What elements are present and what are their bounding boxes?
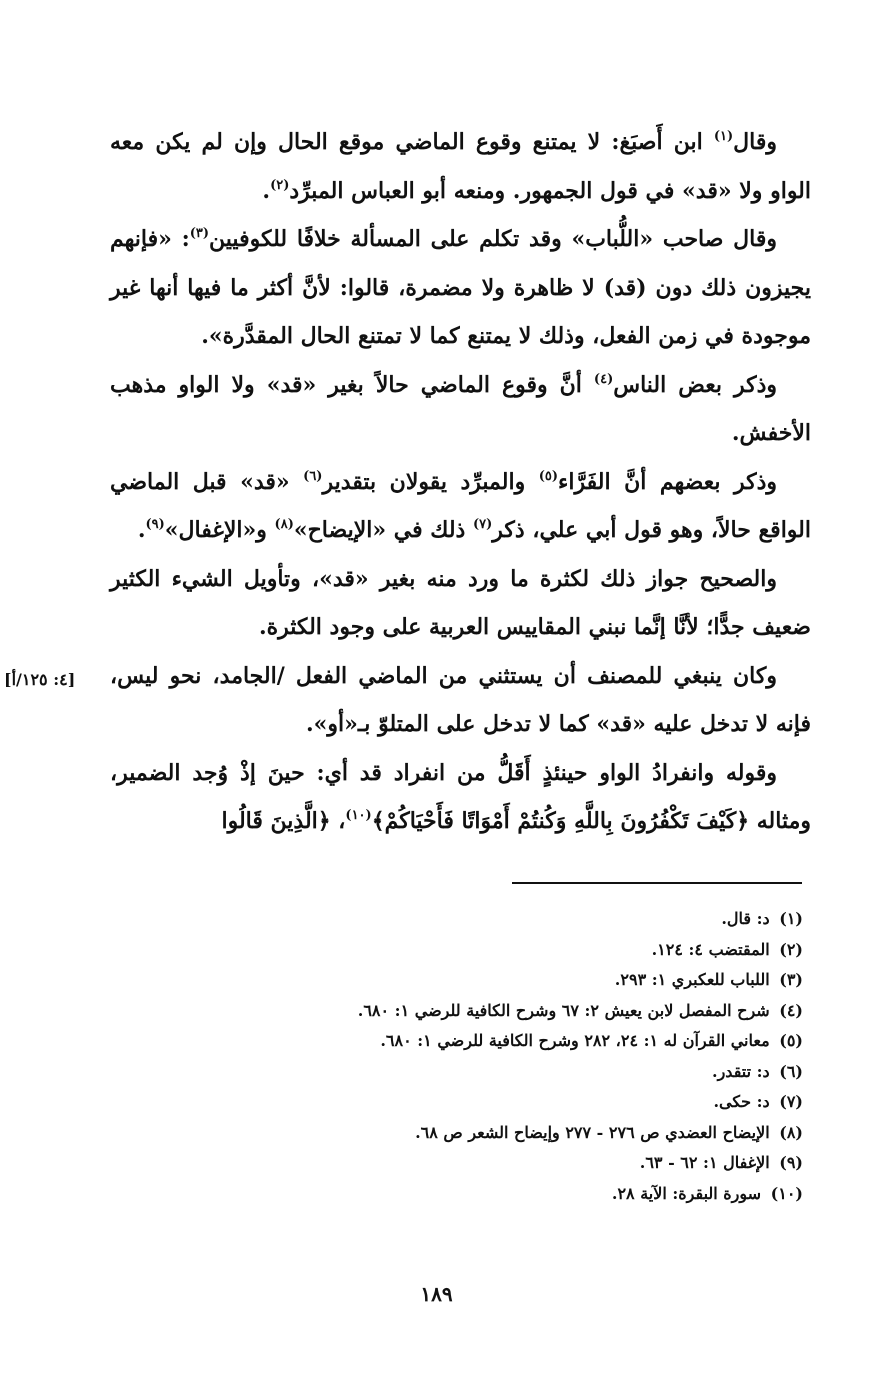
paragraph: [110, 749, 811, 846]
footnote-number: (٥): [779, 1031, 803, 1050]
paragraph: [110, 215, 811, 361]
footnote-reference: (١): [713, 129, 734, 144]
footnote-text: الإغفال ١: ٦٢ - ٦٣.: [639, 1153, 770, 1172]
paragraph-text: : «فإنهم يجيزون ذلك دون (قد) لا ظاهرة ولا مضمرة، قالوا: لأنَّ أكثر ما فيها أنها غير موجودة في زمن الفعل، وذلك لا يمتنع كما لا تمتنع الحال المقدَّرة».: [110, 226, 811, 349]
footnote-item: [243, 1179, 803, 1210]
footnote-item: [243, 1026, 803, 1057]
footnote-number: (١٠): [770, 1183, 803, 1203]
paragraph-text: والمبرِّد يقولان بتقدير: [322, 468, 539, 495]
footnote-item: [243, 904, 803, 935]
paragraph-text: ابن أَصبَغ: لا يمتنع وقوع الماضي موقع الحال وإن لم يكن معه الواو ولا «قد» في قول الجمهور. ومنعه أبو العباس المبرِّد: [110, 129, 811, 204]
paragraph-text: ، ﴿الَّذِينَ قَالُوا: [221, 808, 346, 834]
paragraph: [110, 118, 811, 215]
paragraph-text: وقال صاحب «اللُّباب» وقد تكلم على المسألة خلافًا للكوفيين: [209, 226, 778, 252]
paragraph-text: وكان ينبغي للمصنف أن يستثني من الماضي الفعل /الجامد، نحو ليس، فإنه لا تدخل عليه «قد» كما لا تدخل على المتلوّ بـ«أو».: [110, 662, 811, 737]
footnote-number: (٧): [779, 1092, 803, 1111]
page-number: ١٨٩: [420, 1282, 453, 1306]
paragraph-text: أنَّ وقوع الماضي حالاً بغير «قد» ولا الواو مذهب الأخفش.: [110, 371, 811, 446]
footnote-number: (٢): [779, 939, 803, 959]
footnote-reference: (٨): [274, 517, 294, 532]
footnotes-list: [243, 904, 803, 1209]
footnote-text: المقتضب ٤: ١٢٤.: [651, 939, 770, 959]
footnote-text: د: تتقدر.: [712, 1061, 770, 1081]
footnote-reference: (٤): [593, 371, 614, 387]
footnote-item: [243, 935, 803, 966]
paragraph-text: ذلك في «الإيضاح»: [293, 517, 473, 543]
footnote-reference: (٦): [303, 468, 323, 484]
paragraph-text: وذكر بعض الناس: [613, 371, 777, 398]
paragraph: [110, 652, 811, 749]
footnote-number: (٣): [779, 970, 803, 989]
footnote-text: اللباب للعكبري ١: ٢٩٣.: [614, 970, 770, 989]
footnote-number: (٨): [779, 1122, 803, 1142]
paragraph: [110, 458, 811, 555]
footnote-reference: (٧): [472, 517, 493, 532]
footnote-text: شرح المفصل لابن يعيش ٢: ٦٧ وشرح الكافية للرضي ١: ٦٨٠.: [357, 1000, 770, 1020]
footnote-text: د: قال.: [721, 909, 770, 928]
paragraph: [110, 361, 811, 458]
paragraph-text: وقال: [733, 129, 777, 155]
footnote-separator-rule: [512, 882, 802, 884]
paragraph-text: والصحيح جواز ذلك لكثرة ما ورد منه بغير «قد»، وتأويل الشيء الكثير ضعيف جدًّا؛ لأنَّا إنَّما نبني المقاييس العربية على وجود الكثرة.: [110, 565, 811, 640]
footnote-number: (٩): [779, 1153, 803, 1172]
main-text-body: [110, 118, 811, 846]
footnote-number: (٤): [779, 1000, 803, 1020]
paragraph-text: و«الإغفال»: [164, 517, 275, 543]
footnote-reference: (٥): [538, 468, 559, 484]
footnote-text: الإيضاح العضدي ص ٢٧٦ - ٢٧٧ وإيضاح الشعر ص ٦٨.: [415, 1122, 770, 1142]
footnote-reference: (٢): [270, 177, 290, 193]
footnote-item: [243, 1148, 803, 1179]
footnote-item: [243, 1057, 803, 1088]
footnote-text: د: حكى.: [713, 1092, 770, 1111]
footnote-reference: (٣): [189, 226, 210, 241]
footnote-item: [243, 1087, 803, 1118]
footnote-item: [243, 965, 803, 996]
paragraph-text: وذكر بعضهم أنَّ الفَرَّاء: [558, 468, 777, 495]
footnote-item: [243, 996, 803, 1027]
footnote-number: (٦): [779, 1061, 803, 1081]
paragraph-text: .: [137, 517, 146, 543]
paragraph: [110, 555, 811, 652]
footnote-text: سورة البقرة: الآية ٢٨.: [611, 1183, 762, 1203]
footnote-item: [243, 1118, 803, 1149]
footnote-text: معاني القرآن له ١: ٢٤، ٢٨٢ وشرح الكافية للرضي ١: ٦٨٠.: [380, 1031, 770, 1050]
paragraph-text: وقوله وانفرادُ الواو حينئذٍ أَقَلُّ من انفراد قد أي: حينَ إذْ وُجد الضمير، ومثاله ﴿كَيْفَ تَكْفُرُونَ بِاللَّهِ وَكُنتُمْ أَمْوَاتًا فَأَحْيَاكُمْ﴾: [110, 759, 811, 834]
footnote-reference: (٩): [145, 517, 165, 532]
paragraph-text: «قد» قبل الماضي الواقع حالاً، وهو قول أبي علي، ذكر: [110, 468, 811, 543]
footnote-number: (١): [779, 909, 803, 928]
margin-folio-reference: [٤: ١٢٥/أ]: [4, 670, 76, 689]
paragraph-text: .: [262, 177, 271, 204]
footnote-reference: (١٠): [345, 808, 372, 823]
